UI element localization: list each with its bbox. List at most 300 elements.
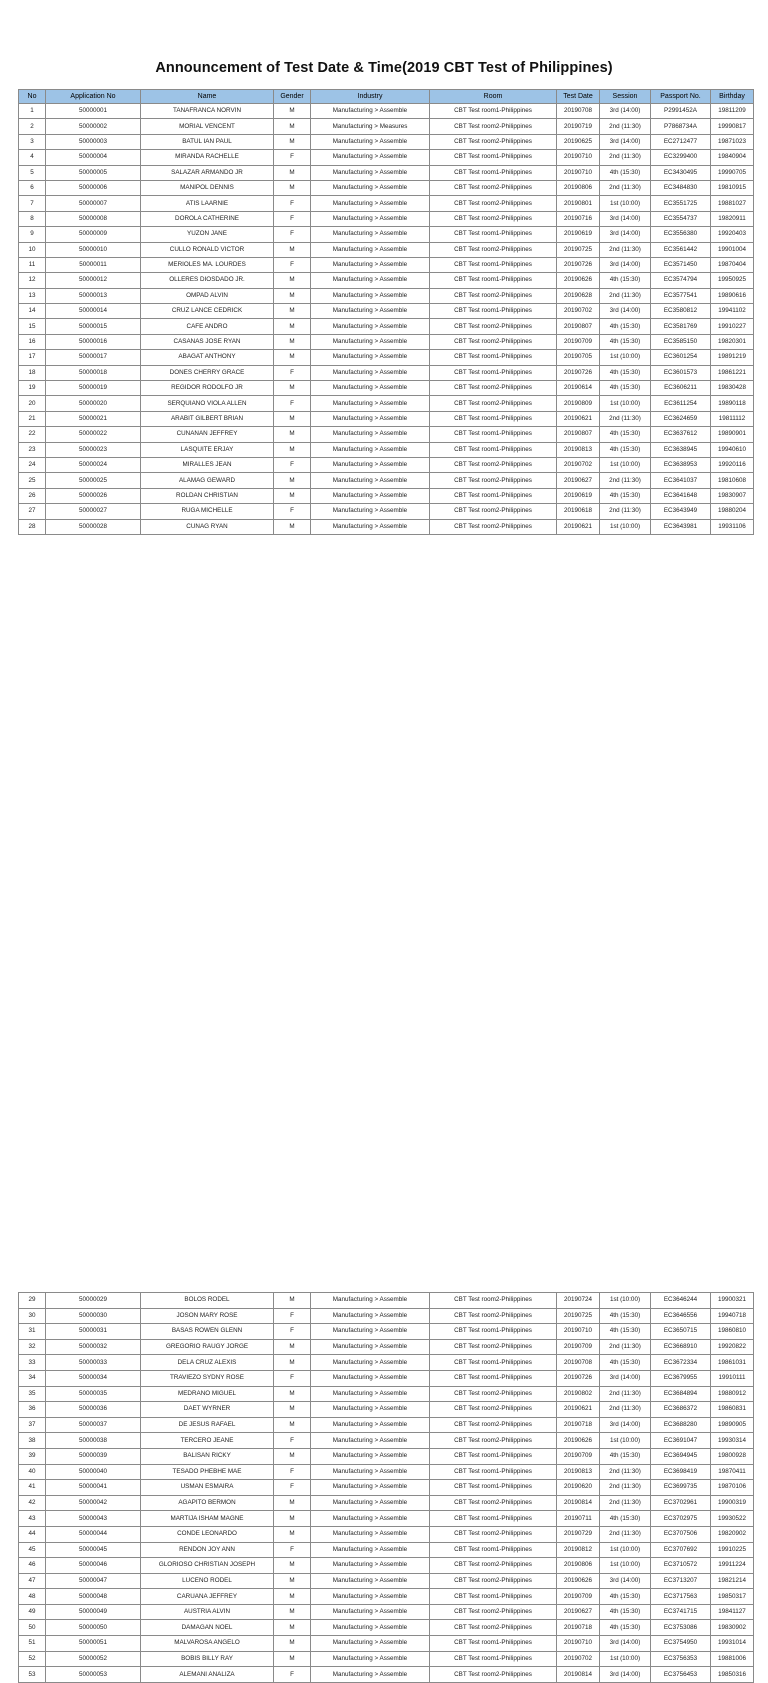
cell-application-no: 50000025 [46, 473, 141, 488]
cell-no: 19 [19, 381, 46, 396]
cell-room: CBT Test room1-Philippines [430, 1448, 557, 1464]
cell-room: CBT Test room1-Philippines [430, 365, 557, 380]
cell-industry: Manufacturing > Assemble [311, 134, 430, 149]
cell-room: CBT Test room2-Philippines [430, 519, 557, 534]
cell-session: 2nd (11:30) [600, 180, 651, 195]
cell-room: CBT Test room2-Philippines [430, 1667, 557, 1683]
cell-name: BOLOS RODEL [141, 1293, 274, 1309]
cell-session: 3rd (14:00) [600, 1370, 651, 1386]
cell-gender: M [274, 242, 311, 257]
cell-session: 4th (15:30) [600, 1308, 651, 1324]
schedule-table-page-1 [18, 89, 754, 535]
cell-no: 52 [19, 1651, 46, 1667]
table-row [19, 1558, 754, 1574]
cell-birthday: 19870404 [711, 257, 754, 272]
cell-session: 4th (15:30) [600, 273, 651, 288]
cell-birthday: 19800928 [711, 1448, 754, 1464]
cell-test-date: 20190807 [557, 319, 600, 334]
table-row [19, 119, 754, 134]
cell-industry: Manufacturing > Assemble [311, 427, 430, 442]
cell-session: 4th (15:30) [600, 1620, 651, 1636]
cell-session: 4th (15:30) [600, 488, 651, 503]
cell-application-no: 50000038 [46, 1433, 141, 1449]
cell-room: CBT Test room2-Philippines [430, 1433, 557, 1449]
cell-birthday: 19911224 [711, 1558, 754, 1574]
cell-industry: Manufacturing > Assemble [311, 104, 430, 119]
cell-birthday: 19931106 [711, 519, 754, 534]
table-row [19, 1433, 754, 1449]
cell-industry: Manufacturing > Assemble [311, 381, 430, 396]
table-row [19, 150, 754, 165]
cell-industry: Manufacturing > Assemble [311, 257, 430, 272]
cell-passport-no: EC3707506 [651, 1526, 711, 1542]
cell-birthday: 19830902 [711, 1620, 754, 1636]
cell-session: 4th (15:30) [600, 381, 651, 396]
cell-application-no: 50000034 [46, 1370, 141, 1386]
cell-passport-no: EC3601573 [651, 365, 711, 380]
cell-passport-no: EC3717563 [651, 1589, 711, 1605]
cell-session: 4th (15:30) [600, 1448, 651, 1464]
cell-session: 2nd (11:30) [600, 411, 651, 426]
table-row [19, 442, 754, 457]
cell-session: 2nd (11:30) [600, 119, 651, 134]
cell-room: CBT Test room2-Philippines [430, 211, 557, 226]
cell-name: RUGA MICHELLE [141, 504, 274, 519]
cell-industry: Manufacturing > Assemble [311, 1480, 430, 1496]
cell-passport-no: EC3684894 [651, 1386, 711, 1402]
cell-birthday: 19920403 [711, 227, 754, 242]
cell-room: CBT Test room1-Philippines [430, 1542, 557, 1558]
cell-industry: Manufacturing > Assemble [311, 1636, 430, 1652]
table-row [19, 1417, 754, 1433]
cell-application-no: 50000048 [46, 1589, 141, 1605]
cell-no: 1 [19, 104, 46, 119]
cell-name: BASAS ROWEN GLENN [141, 1324, 274, 1340]
cell-passport-no: EC3551725 [651, 196, 711, 211]
cell-session: 4th (15:30) [600, 1511, 651, 1527]
cell-industry: Manufacturing > Assemble [311, 1651, 430, 1667]
cell-industry: Manufacturing > Assemble [311, 1433, 430, 1449]
cell-test-date: 20190813 [557, 1464, 600, 1480]
cell-birthday: 19810915 [711, 180, 754, 195]
cell-birthday: 19900321 [711, 1293, 754, 1309]
cell-name: MEDRANO MIGUEL [141, 1386, 274, 1402]
cell-test-date: 20190628 [557, 288, 600, 303]
table-row [19, 519, 754, 534]
cell-test-date: 20190626 [557, 273, 600, 288]
cell-no: 49 [19, 1604, 46, 1620]
cell-no: 14 [19, 304, 46, 319]
cell-room: CBT Test room2-Philippines [430, 1417, 557, 1433]
cell-application-no: 50000049 [46, 1604, 141, 1620]
cell-passport-no: EC3686372 [651, 1402, 711, 1418]
cell-birthday: 19900319 [711, 1495, 754, 1511]
cell-name: USMAN ESMAIRA [141, 1480, 274, 1496]
cell-application-no: 50000003 [46, 134, 141, 149]
cell-passport-no: EC2712477 [651, 134, 711, 149]
cell-birthday: 19990817 [711, 119, 754, 134]
cell-industry: Manufacturing > Assemble [311, 411, 430, 426]
cell-session: 3rd (14:00) [600, 134, 651, 149]
cell-birthday: 19910111 [711, 1370, 754, 1386]
cell-passport-no: EC3694945 [651, 1448, 711, 1464]
cell-gender: M [274, 442, 311, 457]
table-row [19, 381, 754, 396]
cell-room: CBT Test room1-Philippines [430, 488, 557, 503]
cell-application-no: 50000021 [46, 411, 141, 426]
cell-session: 1st (10:00) [600, 519, 651, 534]
cell-session: 2nd (11:30) [600, 150, 651, 165]
cell-industry: Manufacturing > Assemble [311, 180, 430, 195]
cell-no: 4 [19, 150, 46, 165]
cell-test-date: 20190709 [557, 334, 600, 349]
cell-birthday: 19811209 [711, 104, 754, 119]
cell-no: 22 [19, 427, 46, 442]
cell-birthday: 19920116 [711, 457, 754, 472]
cell-application-no: 50000037 [46, 1417, 141, 1433]
cell-name: CUNAG RYAN [141, 519, 274, 534]
table-row [19, 211, 754, 226]
cell-name: BALISAN RICKY [141, 1448, 274, 1464]
cell-gender: M [274, 119, 311, 134]
cell-room: CBT Test room2-Philippines [430, 334, 557, 349]
cell-no: 10 [19, 242, 46, 257]
cell-application-no: 50000002 [46, 119, 141, 134]
table-row [19, 411, 754, 426]
cell-test-date: 20190705 [557, 350, 600, 365]
cell-passport-no: EC3641037 [651, 473, 711, 488]
cell-name: RENDON JOY ANN [141, 1542, 274, 1558]
table-row [19, 242, 754, 257]
cell-application-no: 50000006 [46, 180, 141, 195]
cell-gender: M [274, 488, 311, 503]
cell-no: 17 [19, 350, 46, 365]
cell-gender: M [274, 411, 311, 426]
cell-test-date: 20190619 [557, 488, 600, 503]
cell-gender: F [274, 1324, 311, 1340]
cell-session: 3rd (14:00) [600, 1573, 651, 1589]
col-header-test-date: Test Date [557, 90, 600, 104]
cell-session: 2nd (11:30) [600, 1339, 651, 1355]
cell-industry: Manufacturing > Assemble [311, 442, 430, 457]
cell-room: CBT Test room1-Philippines [430, 1511, 557, 1527]
cell-no: 13 [19, 288, 46, 303]
cell-name: CONDE LEONARDO [141, 1526, 274, 1542]
cell-name: ALEMANI ANALIZA [141, 1667, 274, 1683]
cell-no: 7 [19, 196, 46, 211]
table-row [19, 1495, 754, 1511]
table-row [19, 1386, 754, 1402]
cell-gender: F [274, 150, 311, 165]
cell-room: CBT Test room2-Philippines [430, 288, 557, 303]
cell-passport-no: EC3691047 [651, 1433, 711, 1449]
cell-industry: Manufacturing > Assemble [311, 242, 430, 257]
col-header-passport-no: Passport No. [651, 90, 711, 104]
cell-passport-no: EC3601254 [651, 350, 711, 365]
cell-gender: M [274, 519, 311, 534]
cell-gender: M [274, 473, 311, 488]
cell-room: CBT Test room2-Philippines [430, 1308, 557, 1324]
table-row [19, 1293, 754, 1309]
cell-industry: Manufacturing > Assemble [311, 473, 430, 488]
cell-session: 3rd (14:00) [600, 257, 651, 272]
cell-test-date: 20190620 [557, 1480, 600, 1496]
cell-test-date: 20190711 [557, 1511, 600, 1527]
table-row [19, 1339, 754, 1355]
cell-no: 30 [19, 1308, 46, 1324]
cell-industry: Manufacturing > Assemble [311, 334, 430, 349]
cell-passport-no: EC3643981 [651, 519, 711, 534]
cell-application-no: 50000016 [46, 334, 141, 349]
cell-birthday: 19870106 [711, 1480, 754, 1496]
cell-no: 39 [19, 1448, 46, 1464]
cell-room: CBT Test room2-Philippines [430, 180, 557, 195]
cell-birthday: 19830428 [711, 381, 754, 396]
cell-room: CBT Test room2-Philippines [430, 1386, 557, 1402]
cell-name: DOROLA CATHERINE [141, 211, 274, 226]
table-row [19, 1542, 754, 1558]
cell-test-date: 20190702 [557, 457, 600, 472]
cell-application-no: 50000005 [46, 165, 141, 180]
cell-industry: Manufacturing > Assemble [311, 350, 430, 365]
cell-passport-no: EC3698419 [651, 1464, 711, 1480]
cell-passport-no: EC3710572 [651, 1558, 711, 1574]
col-header-application-no: Application No [46, 90, 141, 104]
cell-test-date: 20190708 [557, 1355, 600, 1371]
cell-industry: Manufacturing > Assemble [311, 165, 430, 180]
cell-test-date: 20190725 [557, 242, 600, 257]
cell-name: MIRANDA RACHELLE [141, 150, 274, 165]
cell-birthday: 19820902 [711, 1526, 754, 1542]
cell-name: TRAVIEZO SYDNY ROSE [141, 1370, 274, 1386]
cell-test-date: 20190621 [557, 1402, 600, 1418]
cell-test-date: 20190726 [557, 1370, 600, 1386]
cell-birthday: 19890901 [711, 427, 754, 442]
cell-session: 2nd (11:30) [600, 1386, 651, 1402]
cell-room: CBT Test room1-Philippines [430, 1324, 557, 1340]
table-body-page-1 [19, 104, 754, 535]
table-row [19, 288, 754, 303]
cell-name: MARTIJA ISHAM MAGNE [141, 1511, 274, 1527]
cell-industry: Manufacturing > Assemble [311, 1573, 430, 1589]
cell-application-no: 50000001 [46, 104, 141, 119]
cell-application-no: 50000036 [46, 1402, 141, 1418]
cell-room: CBT Test room1-Philippines [430, 1589, 557, 1605]
cell-passport-no: EC3688280 [651, 1417, 711, 1433]
cell-no: 36 [19, 1402, 46, 1418]
cell-test-date: 20190708 [557, 104, 600, 119]
cell-industry: Manufacturing > Assemble [311, 1448, 430, 1464]
cell-no: 25 [19, 473, 46, 488]
cell-test-date: 20190627 [557, 473, 600, 488]
cell-no: 5 [19, 165, 46, 180]
cell-name: GLORIOSO CHRISTIAN JOSEPH [141, 1558, 274, 1574]
cell-birthday: 19910227 [711, 319, 754, 334]
cell-industry: Manufacturing > Assemble [311, 1667, 430, 1683]
cell-birthday: 19890616 [711, 288, 754, 303]
cell-room: CBT Test room1-Philippines [430, 350, 557, 365]
cell-passport-no: EC3672334 [651, 1355, 711, 1371]
cell-application-no: 50000017 [46, 350, 141, 365]
cell-session: 2nd (11:30) [600, 288, 651, 303]
cell-name: BATUL IAN PAUL [141, 134, 274, 149]
cell-gender: F [274, 1480, 311, 1496]
cell-passport-no: EC3484830 [651, 180, 711, 195]
cell-industry: Manufacturing > Assemble [311, 1355, 430, 1371]
cell-no: 15 [19, 319, 46, 334]
cell-application-no: 50000018 [46, 365, 141, 380]
cell-passport-no: EC3641648 [651, 488, 711, 503]
cell-room: CBT Test room1-Philippines [430, 1464, 557, 1480]
cell-birthday: 19890118 [711, 396, 754, 411]
cell-session: 4th (15:30) [600, 1604, 651, 1620]
table-row [19, 350, 754, 365]
cell-no: 8 [19, 211, 46, 226]
cell-test-date: 20190702 [557, 1651, 600, 1667]
cell-no: 44 [19, 1526, 46, 1542]
cell-passport-no: EC3646556 [651, 1308, 711, 1324]
cell-birthday: 19891219 [711, 350, 754, 365]
cell-application-no: 50000020 [46, 396, 141, 411]
cell-application-no: 50000040 [46, 1464, 141, 1480]
cell-name: CAFE ANDRO [141, 319, 274, 334]
cell-application-no: 50000030 [46, 1308, 141, 1324]
cell-industry: Manufacturing > Assemble [311, 319, 430, 334]
cell-room: CBT Test room2-Philippines [430, 1293, 557, 1309]
cell-passport-no: EC3430495 [651, 165, 711, 180]
cell-gender: M [274, 1448, 311, 1464]
cell-application-no: 50000045 [46, 1542, 141, 1558]
cell-name: MERIOLES MA. LOURDES [141, 257, 274, 272]
cell-industry: Manufacturing > Assemble [311, 1464, 430, 1480]
cell-no: 6 [19, 180, 46, 195]
cell-birthday: 19930314 [711, 1433, 754, 1449]
cell-birthday: 19890905 [711, 1417, 754, 1433]
table-row [19, 1589, 754, 1605]
cell-test-date: 20190813 [557, 442, 600, 457]
cell-passport-no: EC3561442 [651, 242, 711, 257]
cell-industry: Manufacturing > Assemble [311, 457, 430, 472]
cell-no: 35 [19, 1386, 46, 1402]
cell-room: CBT Test room1-Philippines [430, 104, 557, 119]
cell-application-no: 50000051 [46, 1636, 141, 1652]
cell-passport-no: EC3554737 [651, 211, 711, 226]
cell-room: CBT Test room1-Philippines [430, 150, 557, 165]
cell-no: 21 [19, 411, 46, 426]
cell-passport-no: EC3741715 [651, 1604, 711, 1620]
cell-name: OMPAD ALVIN [141, 288, 274, 303]
cell-application-no: 50000050 [46, 1620, 141, 1636]
table-row [19, 427, 754, 442]
cell-name: DELA CRUZ ALEXIS [141, 1355, 274, 1371]
cell-industry: Manufacturing > Assemble [311, 273, 430, 288]
col-header-room: Room [430, 90, 557, 104]
cell-passport-no: P7868734A [651, 119, 711, 134]
cell-passport-no: P2991452A [651, 104, 711, 119]
cell-name: TESADO PHEBHE MAE [141, 1464, 274, 1480]
cell-gender: F [274, 504, 311, 519]
cell-passport-no: EC3638953 [651, 457, 711, 472]
cell-passport-no: EC3574794 [651, 273, 711, 288]
cell-application-no: 50000009 [46, 227, 141, 242]
table-row [19, 273, 754, 288]
page-title: Announcement of Test Date & Time(2019 CBT Test of Philippines) [155, 60, 613, 76]
table-row [19, 165, 754, 180]
table-row [19, 473, 754, 488]
cell-industry: Manufacturing > Assemble [311, 519, 430, 534]
cell-application-no: 50000007 [46, 196, 141, 211]
cell-application-no: 50000052 [46, 1651, 141, 1667]
cell-application-no: 50000043 [46, 1511, 141, 1527]
cell-session: 2nd (11:30) [600, 1480, 651, 1496]
cell-gender: M [274, 104, 311, 119]
cell-passport-no: EC3571450 [651, 257, 711, 272]
cell-gender: M [274, 1386, 311, 1402]
cell-test-date: 20190619 [557, 227, 600, 242]
cell-session: 4th (15:30) [600, 1324, 651, 1340]
cell-test-date: 20190809 [557, 396, 600, 411]
table-row [19, 396, 754, 411]
cell-application-no: 50000046 [46, 1558, 141, 1574]
cell-no: 42 [19, 1495, 46, 1511]
cell-session: 4th (15:30) [600, 427, 651, 442]
cell-gender: M [274, 1355, 311, 1371]
cell-no: 2 [19, 119, 46, 134]
cell-name: JOSON MARY ROSE [141, 1308, 274, 1324]
cell-industry: Manufacturing > Assemble [311, 1293, 430, 1309]
cell-no: 20 [19, 396, 46, 411]
cell-birthday: 19820301 [711, 334, 754, 349]
cell-gender: M [274, 1526, 311, 1542]
cell-passport-no: EC3756453 [651, 1667, 711, 1683]
table-row [19, 180, 754, 195]
cell-application-no: 50000019 [46, 381, 141, 396]
cell-room: CBT Test room1-Philippines [430, 1355, 557, 1371]
cell-application-no: 50000012 [46, 273, 141, 288]
table-row [19, 319, 754, 334]
cell-no: 47 [19, 1573, 46, 1589]
cell-session: 3rd (14:00) [600, 227, 651, 242]
cell-birthday: 19880912 [711, 1386, 754, 1402]
cell-no: 46 [19, 1558, 46, 1574]
cell-passport-no: EC3643949 [651, 504, 711, 519]
cell-industry: Manufacturing > Assemble [311, 196, 430, 211]
cell-name: MANIPOL DENNIS [141, 180, 274, 195]
cell-no: 29 [19, 1293, 46, 1309]
cell-birthday: 19821214 [711, 1573, 754, 1589]
table-row [19, 257, 754, 272]
cell-application-no: 50000047 [46, 1573, 141, 1589]
cell-room: CBT Test room2-Philippines [430, 1558, 557, 1574]
cell-room: CBT Test room2-Philippines [430, 134, 557, 149]
cell-no: 50 [19, 1620, 46, 1636]
table-body-page-2 [19, 1293, 754, 1683]
table-row [19, 304, 754, 319]
cell-test-date: 20190709 [557, 1589, 600, 1605]
cell-name: MIRALLES JEAN [141, 457, 274, 472]
cell-room: CBT Test room1-Philippines [430, 427, 557, 442]
cell-gender: M [274, 165, 311, 180]
cell-passport-no: EC3707692 [651, 1542, 711, 1558]
cell-birthday: 19881027 [711, 196, 754, 211]
cell-passport-no: EC3713207 [651, 1573, 711, 1589]
cell-room: CBT Test room2-Philippines [430, 242, 557, 257]
table-row [19, 134, 754, 149]
cell-no: 9 [19, 227, 46, 242]
cell-test-date: 20190626 [557, 1433, 600, 1449]
cell-gender: M [274, 334, 311, 349]
cell-application-no: 50000022 [46, 427, 141, 442]
